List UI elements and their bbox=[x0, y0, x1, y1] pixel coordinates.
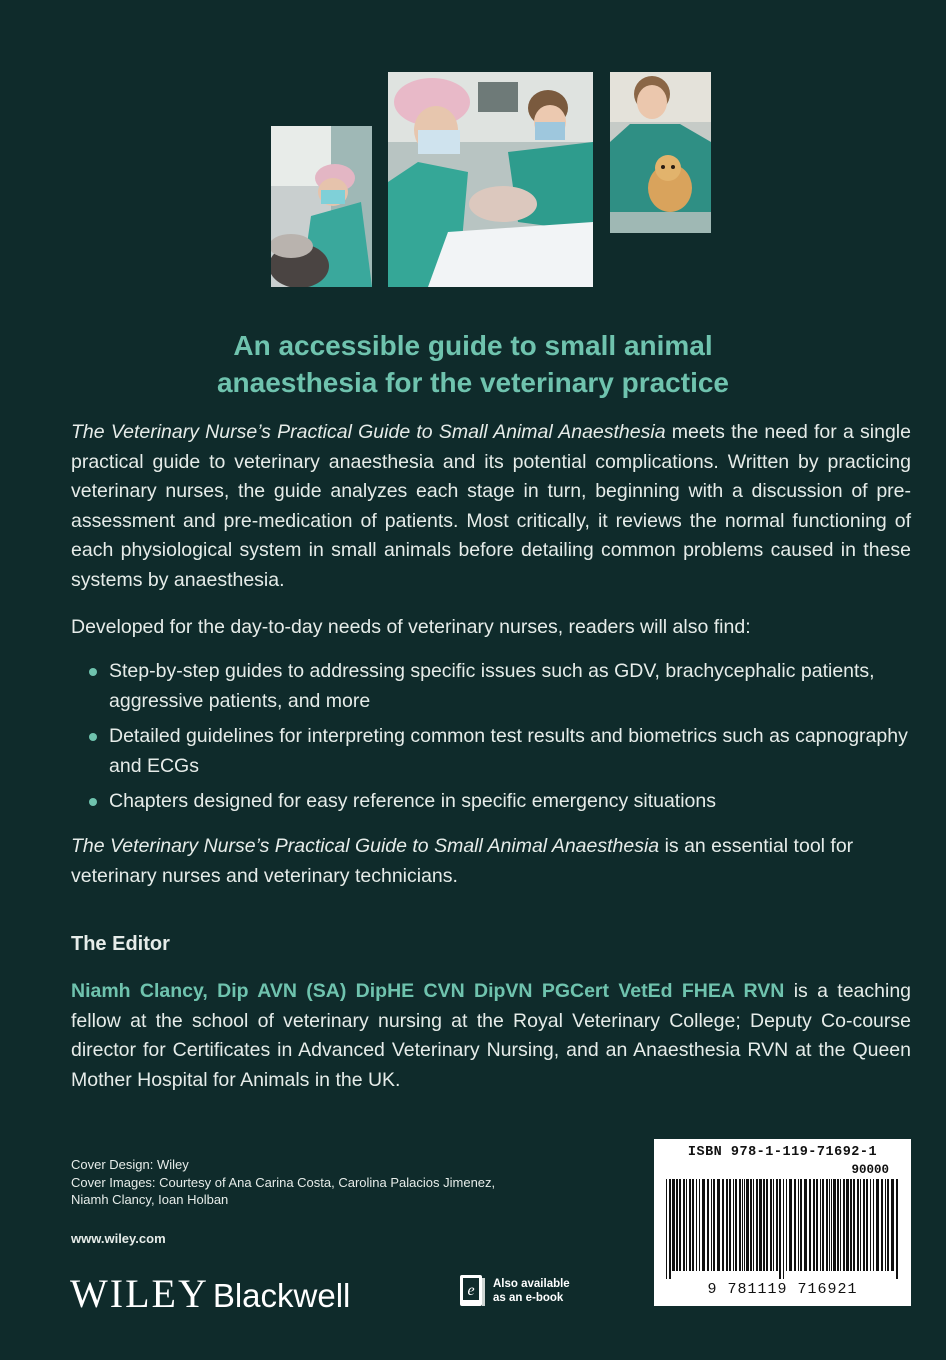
barcode-bar bbox=[881, 1179, 883, 1271]
cover-photo-vet-with-dog bbox=[610, 72, 711, 233]
cover-credits bbox=[71, 1156, 495, 1209]
wiley-blackwell-logo bbox=[70, 1270, 350, 1317]
barcode-bar bbox=[763, 1179, 765, 1271]
list-item: Step-by-step guides to addressing specific issues such as GDV, brachycephalic patients, aggressive patients, and more bbox=[71, 657, 911, 716]
bullet-icon bbox=[89, 668, 97, 676]
barcode-bar bbox=[729, 1179, 731, 1271]
barcode-bar bbox=[783, 1179, 784, 1279]
publisher-url[interactable]: www.wiley.com bbox=[71, 1231, 166, 1246]
headline bbox=[0, 327, 946, 401]
barcode-bar bbox=[766, 1179, 768, 1271]
barcode-bar bbox=[711, 1179, 712, 1271]
editor-heading: The Editor bbox=[71, 933, 170, 955]
barcode-bar bbox=[885, 1179, 886, 1271]
ebook-line-2: as an e-book bbox=[493, 1292, 564, 1304]
editor-bio-text: is a teaching fellow at the school of veterinary nursing at the Royal Veterinary College; Deputy Co-course director for Certificates in Advanced Veterinary Nursing, and an Anaesthesia RVN at the Queen Mother Hospital for Animals in the UK. bbox=[71, 980, 912, 1091]
wiley-wordmark: WILEY bbox=[70, 1271, 209, 1316]
barcode-bar bbox=[676, 1179, 678, 1271]
intro-text: meets the need for a single practical guide to veterinary anaesthesia and its potential complications. Written by practicing veterinary nurses, the guide analyzes each stage in turn, beginning with a discussion of pre-assessment and pre-medication of patients. Most critically, it reviews the normal functioning of each physiological system in small animals before detailing common problems caused in these systems by anaesthesia. bbox=[71, 421, 911, 591]
barcode-bar bbox=[776, 1179, 778, 1271]
barcode-bar bbox=[735, 1179, 737, 1271]
barcode-bar bbox=[822, 1179, 824, 1271]
barcode-bar bbox=[831, 1179, 832, 1271]
barcode-bar bbox=[833, 1179, 836, 1271]
barcode-bar bbox=[707, 1179, 709, 1271]
barcode-bar bbox=[820, 1179, 821, 1271]
barcode-bar bbox=[853, 1179, 855, 1271]
barcode-bar bbox=[683, 1179, 685, 1271]
ebook-badge bbox=[459, 1274, 570, 1308]
intro-paragraph bbox=[71, 418, 911, 595]
barcode-bar bbox=[779, 1179, 781, 1279]
barcode-bar bbox=[887, 1179, 889, 1271]
barcode-bar bbox=[686, 1179, 687, 1271]
barcode-bar bbox=[857, 1179, 859, 1271]
barcode-bar bbox=[837, 1179, 839, 1271]
cover-design-credit: Cover Design: Wiley bbox=[71, 1157, 189, 1172]
barcode-bar bbox=[896, 1179, 898, 1279]
barcode-bar bbox=[813, 1179, 815, 1271]
ebook-line-1: Also available bbox=[493, 1278, 570, 1290]
barcode-bar bbox=[850, 1179, 852, 1271]
barcode-bar bbox=[713, 1179, 715, 1271]
cover-images-credit: Cover Images: Courtesy of Ana Carina Costa, Carolina Palacios Jimenez, bbox=[71, 1174, 496, 1190]
barcode-bar bbox=[870, 1179, 871, 1271]
bullet-icon bbox=[89, 733, 97, 741]
barcode-bar bbox=[759, 1179, 762, 1271]
editor-bio bbox=[71, 977, 911, 1095]
barcode-bar bbox=[699, 1179, 700, 1271]
barcode-bar bbox=[756, 1179, 758, 1271]
barcode-bar bbox=[840, 1179, 841, 1271]
barcode-bar bbox=[798, 1179, 799, 1271]
barcode-bar bbox=[746, 1179, 749, 1271]
price-code: 90000 bbox=[851, 1163, 889, 1177]
barcode-bars bbox=[666, 1179, 899, 1279]
barcode-bar bbox=[809, 1179, 811, 1271]
cover-photo-surgery-team bbox=[388, 72, 593, 287]
barcode-bar bbox=[750, 1179, 752, 1271]
barcode-bar bbox=[846, 1179, 849, 1271]
book-title: The Veterinary Nurse’s Practical Guide to Small Animal Anaesthesia bbox=[71, 835, 660, 857]
barcode-bar bbox=[829, 1179, 830, 1271]
barcode-bar bbox=[702, 1179, 705, 1271]
barcode-bar bbox=[733, 1179, 734, 1271]
isbn-text: ISBN 978-1-119-71692-1 bbox=[687, 1145, 878, 1160]
barcode-bar bbox=[689, 1179, 691, 1271]
closing-text: is an essential tool for veterinary nurses and veterinary technicians. bbox=[71, 835, 854, 887]
barcode-bar bbox=[891, 1179, 894, 1271]
developed-paragraph: Developed for the day-to-day needs of veterinary nurses, readers will also find: bbox=[71, 616, 751, 638]
barcode-bar bbox=[672, 1179, 675, 1271]
barcode-bar bbox=[800, 1179, 802, 1271]
barcode-bar bbox=[744, 1179, 745, 1271]
barcode-bar bbox=[786, 1179, 787, 1271]
barcode-bar bbox=[794, 1179, 796, 1271]
barcode-bar bbox=[770, 1179, 772, 1271]
cover-images-credit-cont: Niamh Clancy, Ioan Holban bbox=[71, 1192, 229, 1207]
barcode-number: 9 781119 716921 bbox=[707, 1281, 858, 1298]
barcode-bar bbox=[826, 1179, 828, 1271]
barcode-bar bbox=[669, 1179, 671, 1279]
blackwell-wordmark: Blackwell bbox=[212, 1277, 351, 1314]
barcode-bar bbox=[739, 1179, 741, 1271]
list-item: Chapters designed for easy reference in specific emergency situations bbox=[71, 787, 911, 817]
barcode-bar bbox=[696, 1179, 697, 1271]
svg-text:e: e bbox=[467, 1282, 475, 1299]
barcode-bar bbox=[753, 1179, 754, 1271]
barcode-bar bbox=[789, 1179, 792, 1271]
barcode-bar bbox=[876, 1179, 879, 1271]
barcode-bar bbox=[863, 1179, 865, 1271]
barcode-bar bbox=[773, 1179, 774, 1271]
barcode-bar bbox=[692, 1179, 694, 1271]
barcode-bar bbox=[843, 1179, 845, 1271]
book-title: The Veterinary Nurse’s Practical Guide to Small Animal Anaesthesia bbox=[71, 421, 666, 443]
barcode-bar bbox=[717, 1179, 720, 1271]
closing-paragraph bbox=[71, 832, 911, 891]
editor-name: Niamh Clancy, Dip AVN (SA) DipHE CVN DipVN PGCert VetEd FHEA RVN bbox=[71, 980, 785, 1002]
cover-photo-nurse-with-patient bbox=[271, 126, 372, 287]
barcode-bar bbox=[804, 1179, 807, 1271]
list-item: Detailed guidelines for interpreting common test results and biometrics such as capnography and ECGs bbox=[71, 722, 911, 781]
headline-line-1: An accessible guide to small animal bbox=[233, 330, 713, 361]
barcode-bar bbox=[816, 1179, 818, 1271]
isbn-barcode bbox=[654, 1139, 911, 1306]
feature-list bbox=[71, 657, 911, 823]
barcode-bar bbox=[666, 1179, 667, 1279]
bullet-icon bbox=[89, 798, 97, 806]
barcode-bar bbox=[726, 1179, 728, 1271]
barcode-bar bbox=[873, 1179, 874, 1271]
ebook-icon bbox=[459, 1274, 485, 1308]
barcode-bar bbox=[866, 1179, 868, 1271]
barcode-bar bbox=[722, 1179, 724, 1271]
barcode-bar bbox=[742, 1179, 743, 1271]
headline-line-2: anaesthesia for the veterinary practice bbox=[216, 367, 729, 398]
barcode-bar bbox=[860, 1179, 861, 1271]
barcode-bar bbox=[679, 1179, 681, 1271]
